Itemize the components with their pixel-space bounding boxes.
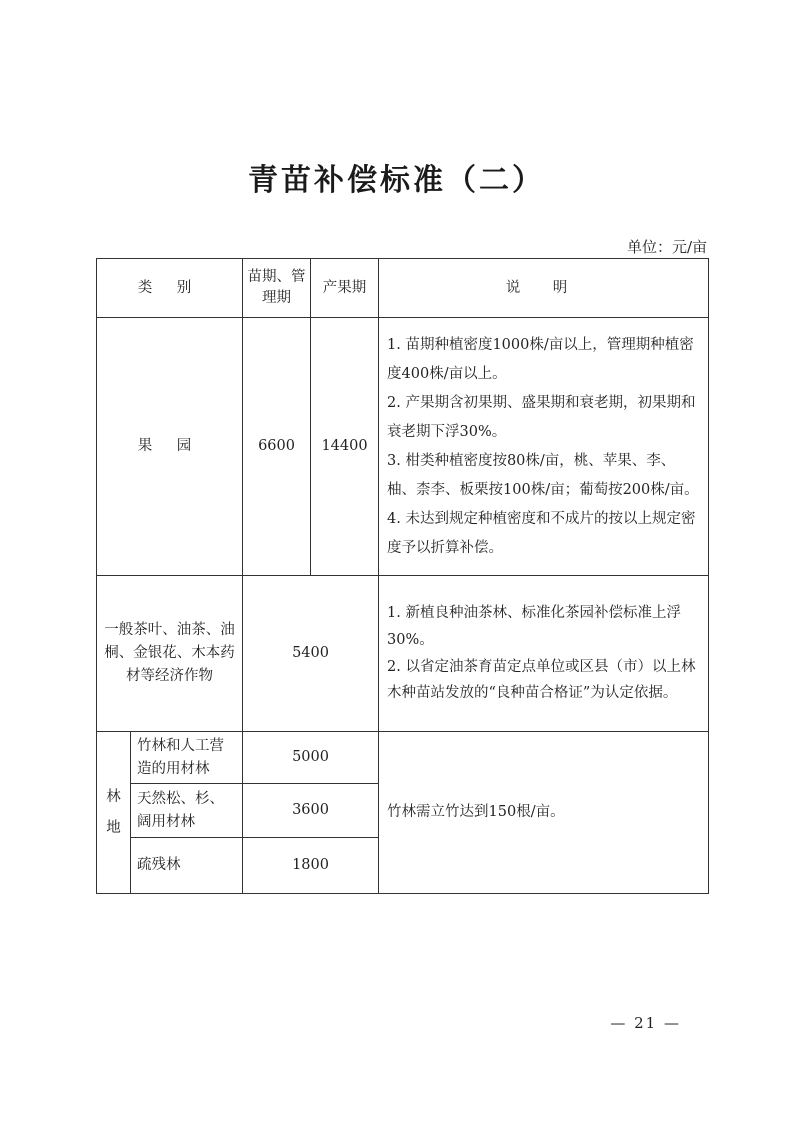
forest-row-2-name: 天然松、杉、阔用材林 [131,784,243,838]
orchard-note-4: 4. 未达到规定种植密度和不成片的按以上规定密度予以折算补偿。 [387,510,696,556]
orchard-note-3: 3. 柑类种植密度按80株/亩，桃、苹果、李、柚、柰李、板栗按100株/亩；葡萄按200株/亩。 [387,452,699,498]
cash-crops-note-1: 1. 新植良种油茶林、标准化茶园补偿标准上浮30%。 [387,604,681,648]
cash-crops-note-2: 2. 以省定油茶育苗定点单位或区县（市）以上林木种苗站发放的“良种苗合格证”为认定依据。 [387,658,696,702]
forest-group-char-2: 地 [106,819,121,836]
table-row-orchard [97,318,709,576]
table-row-cash-crops [97,576,709,732]
page-number: — 21 — [610,1014,681,1032]
header-notes: 说 明 [379,259,709,318]
header-fruiting: 产果期 [311,259,379,318]
unit-label: 单位：元/亩 [626,238,707,256]
orchard-seedling-value: 6600 [243,318,311,576]
forest-row-2-value: 3600 [243,784,379,838]
cash-crops-value: 5400 [243,576,379,732]
orchard-notes [379,318,709,576]
forest-row-3-value: 1800 [243,838,379,894]
header-category: 类 别 [97,259,243,318]
forest-row-1-name: 竹林和人工营造的用材林 [131,732,243,784]
cash-crops-name: 一般茶叶、油茶、油桐、金银花、木本药材等经济作物 [97,576,243,732]
forest-row-1-value: 5000 [243,732,379,784]
page-title: 青苗补偿标准（二） [248,163,545,198]
compensation-table [96,258,709,894]
header-seedling: 苗期、管理期 [243,259,311,318]
forest-row-3-name: 疏残林 [131,838,243,894]
cash-crops-notes [379,576,709,732]
orchard-name: 果 园 [97,318,243,576]
forest-group-char-1: 林 [106,789,121,806]
forest-note: 竹林需立竹达到150根/亩。 [379,732,709,894]
forest-group-label [97,732,131,894]
orchard-fruiting-value: 14400 [311,318,379,576]
orchard-note-1: 1. 苗期种植密度1000株/亩以上，管理期种植密度400株/亩以上。 [387,336,694,382]
orchard-note-2: 2. 产果期含初果期、盛果期和衰老期，初果期和衰老期下浮30%。 [387,394,696,440]
table-header-row [97,259,709,318]
table-row-forest-1 [97,732,709,784]
